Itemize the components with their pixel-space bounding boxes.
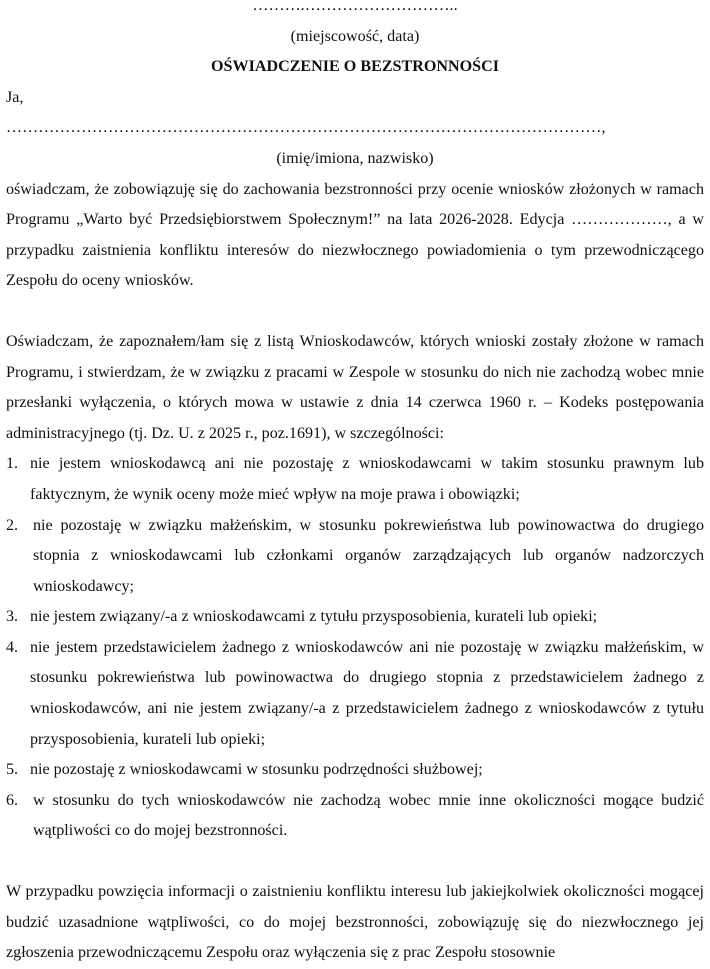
commitment-paragraph: oświadczam, że zobowiązuję się do zachowania bezstronności przy ocenie wniosków złożonych w ramach Programu „Warto być Przedsiębiorstwem Społecznym!” na lata 2026-2028. Edycja ………………, a w przypadku zaistnienia konfliktu interesów do niezwłocznego powiadomienia o tym przewodniczącego Zespołu do oceny wniosków. xyxy=(6,180,704,290)
list-item xyxy=(6,786,704,847)
list-item-text: w stosunku do tych wnioskodawców nie zachodzą wobec mnie inne okoliczności mogące budzić wątpliwości co do mojej bezstronności. xyxy=(33,791,704,840)
list-item xyxy=(6,449,704,510)
list-item-number: 2. xyxy=(6,516,19,534)
document-title: OŚWIADCZENIE O BEZSTRONNOŚCI xyxy=(211,58,499,76)
list-item xyxy=(6,755,704,786)
list-item xyxy=(6,602,704,633)
list-item-number: 4. xyxy=(6,638,19,656)
place-date-dots: ……….……………………….. xyxy=(252,0,458,14)
name-dots: …………………………………………………………………………………………………, xyxy=(6,119,606,137)
list-item-text: nie pozostaję w związku małżeńskim, w stosunku pokrewieństwa lub powinowactwa do drugiego stopnia z wnioskodawcami lub członkami organów zarządzających lub organów nadzorczych wnioskodawcy; xyxy=(33,516,704,595)
declarant-intro: Ja, xyxy=(6,88,24,106)
list-item xyxy=(6,633,704,755)
notification-paragraph: W przypadku powzięcia informacji o zaistnieniu konfliktu interesu lub jakiejkolwiek okoliczności mogącej budzić uzasadnione wątpliwości, co do mojej bezstronności, zobowiązuję się do niezwłocznego jej zgłoszenia przewodniczącemu Zespołu oraz wyłączenia się z prac Zespołu stosownie xyxy=(6,883,704,962)
list-item-number: 3. xyxy=(6,608,19,626)
list-item-number: 1. xyxy=(6,455,19,473)
list-item-text: nie jestem związany/-a z wnioskodawcami z tytułu przysposobienia, kurateli lub opieki; xyxy=(30,608,598,626)
list-item-text: nie jestem przedstawicielem żadnego z wnioskodawców ani nie pozostaję w związku małżeńskim, w stosunku pokrewieństwa lub powinowactwa do drugiego stopnia z przedstawicielem żadnego z wnioskodawców, ani nie jestem związany/-a z przedstawicielem żadnego z wnioskodawców z tytułu przysposobienia, kurateli lub opieki; xyxy=(30,638,704,748)
exclusion-paragraph: Oświadczam, że zapoznałem/łam się z listą Wnioskodawców, których wnioski zostały złożone w ramach Programu, i stwierdzam, że w związku z pracami w Zespole w stosunku do nich nie zachodzą wobec mnie przesłanki wyłączenia, o których mowa w ustawie z dnia 14 czerwca 1960 r. – Kodeks postępowania administracyjnego (tj. Dz. U. z 2025 r., poz.1691), w szczególności: xyxy=(6,332,704,442)
list-item-number: 5. xyxy=(6,761,19,779)
list-item-text: nie pozostaję z wnioskodawcami w stosunku podrzędności służbowej; xyxy=(30,761,483,779)
spacer xyxy=(6,297,704,327)
list-item-number: 6. xyxy=(6,791,19,809)
list-item xyxy=(6,511,704,603)
place-date-caption: (miejscowość, data) xyxy=(290,27,420,45)
name-caption: (imię/imiona, nazwisko) xyxy=(276,149,434,167)
exclusion-list xyxy=(6,449,704,847)
spacer xyxy=(6,847,704,877)
list-item-text: nie jestem wnioskodawcą ani nie pozostaję z wnioskodawcami w takim stosunku prawnym lub faktycznym, że wynik oceny może mieć wpływ na moje prawa i obowiązki; xyxy=(30,455,704,503)
